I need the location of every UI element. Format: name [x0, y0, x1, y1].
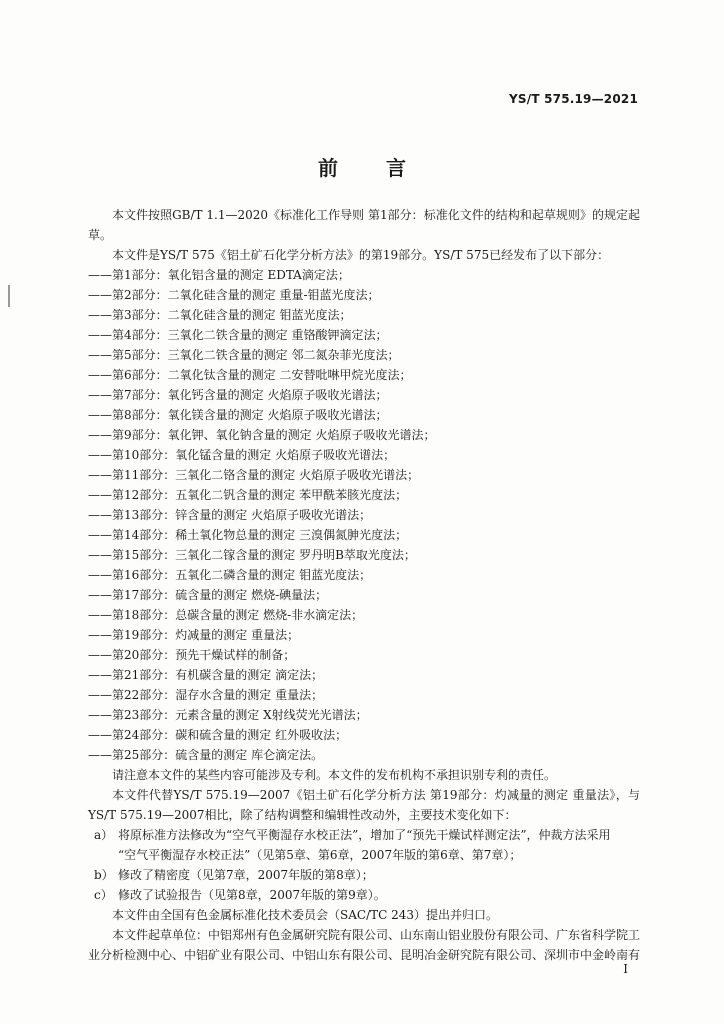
- change-item-c: [88, 885, 640, 905]
- list-item: ——第7部分：氧化钙含量的测定 火焰原子吸收光谱法；: [88, 388, 388, 402]
- change-item-continuation: “空气平衡湿存水校正法”（见第5章、第6章，2007年版的第6章、第7章）；: [118, 848, 522, 862]
- change-item-text: 修改了精密度（见第7章，2007年版的第8章）；: [118, 868, 374, 882]
- series-intro-paragraph: 本文件是YS/T 575《铝土矿石化学分析方法》的第19部分。YS/T 575已经发布了以下部分：: [112, 248, 610, 262]
- changes-list: [88, 825, 640, 905]
- drafting-units-paragraph: 本文件起草单位：中铝郑州有色金属研究院有限公司、山东南山铝业股份有限公司、广东省科学院工业分析检测中心、中铝矿业有限公司、中铝山东有限公司、昆明冶金研究院有限公司、深圳市中金岭南有: [88, 928, 641, 962]
- page-number: I: [623, 962, 628, 976]
- document-body: [88, 205, 640, 965]
- list-item: ——第23部分：元素含量的测定 X射线荧光光谱法；: [88, 708, 368, 722]
- scan-edge-mark: [8, 285, 10, 307]
- change-item-text: 修改了试验报告（见第8章，2007年版的第9章）。: [118, 888, 386, 902]
- list-item: ——第8部分：氧化镁含量的测定 火焰原子吸收光谱法；: [88, 408, 388, 422]
- parts-list: [88, 265, 640, 765]
- list-item: ——第14部分：稀土氧化物总量的测定 三溴偶氮胂光度法；: [88, 528, 408, 542]
- drafting-rule-paragraph: 本文件按照GB/T 1.1—2020《标准化工作导则 第1部分：标准化文件的结构和起草规则》的规定起草。: [88, 208, 640, 242]
- list-item: ——第4部分：三氧化二铁含量的测定 重铬酸钾滴定法；: [88, 328, 388, 342]
- list-item: ——第17部分：硫含量的测定 燃烧-碘量法；: [88, 588, 328, 602]
- list-item: ——第9部分：氧化钾、氧化钠含量的测定 火焰原子吸收光谱法；: [88, 428, 436, 442]
- replaces-paragraph: 本文件代替YS/T 575.19—2007《铝土矿石化学分析方法 第19部分：灼减量的测定 重量法》，与YS/T 575.19—2007相比，除了结构调整和编辑性改动外，主要技术变化如下：: [88, 788, 640, 822]
- list-item: ——第20部分：预先干燥试样的制备；: [88, 648, 296, 662]
- list-item: ——第11部分：三氧化二铬含量的测定 火焰原子吸收光谱法；: [88, 468, 420, 482]
- proposal-paragraph: 本文件由全国有色金属标准化技术委员会（SAC/TC 243）提出并归口。: [112, 908, 499, 922]
- change-item-marker: b）: [94, 868, 114, 882]
- change-item-a: [88, 825, 640, 865]
- change-item-marker: a）: [94, 828, 114, 842]
- list-item: ——第13部分：锌含量的测定 火焰原子吸收光谱法；: [88, 508, 372, 522]
- list-item: ——第5部分：三氧化二铁含量的测定 邻二氮杂菲光度法；: [88, 348, 400, 362]
- list-item: ——第25部分：硫含量的测定 库仑滴定法。: [88, 748, 324, 762]
- list-item: ——第15部分：三氧化二镓含量的测定 罗丹明B萃取光度法；: [88, 548, 416, 562]
- change-item-text: 将原标准方法修改为“空气平衡湿存水校正法”，增加了“预先干燥试样测定法”，仲裁方法采用: [118, 828, 611, 842]
- list-item: ——第12部分：五氧化二钒含量的测定 苯甲酰苯胲光度法；: [88, 488, 408, 502]
- list-item: ——第10部分：氧化锰含量的测定 火焰原子吸收光谱法；: [88, 448, 396, 462]
- standard-code: YS/T 575.19—2021: [509, 92, 638, 106]
- list-item: ——第6部分：二氧化钛含量的测定 二安替吡啉甲烷光度法；: [88, 368, 412, 382]
- list-item: ——第19部分：灼减量的测定 重量法；: [88, 628, 300, 642]
- list-item: ——第24部分：碳和硫含量的测定 红外吸收法；: [88, 728, 348, 742]
- change-item-b: [88, 865, 640, 885]
- list-item: ——第16部分：五氧化二磷含量的测定 钼蓝光度法；: [88, 568, 372, 582]
- change-item-marker: c）: [94, 888, 113, 902]
- list-item: ——第2部分：二氧化硅含量的测定 重量-钼蓝光度法；: [88, 288, 380, 302]
- patent-notice: 请注意本文件的某些内容可能涉及专利。本文件的发布机构不承担识别专利的责任。: [112, 768, 557, 782]
- list-item: ——第21部分：有机碳含量的测定 滴定法；: [88, 668, 324, 682]
- list-item: ——第22部分：湿存水含量的测定 重量法；: [88, 688, 324, 702]
- list-item: ——第3部分：二氧化硅含量的测定 钼蓝光度法；: [88, 308, 352, 322]
- list-item: ——第1部分：氧化铝含量的测定 EDTA滴定法；: [88, 268, 350, 282]
- page-title: 前言: [318, 156, 454, 180]
- list-item: ——第18部分：总碳含量的测定 燃烧-非水滴定法；: [88, 608, 364, 622]
